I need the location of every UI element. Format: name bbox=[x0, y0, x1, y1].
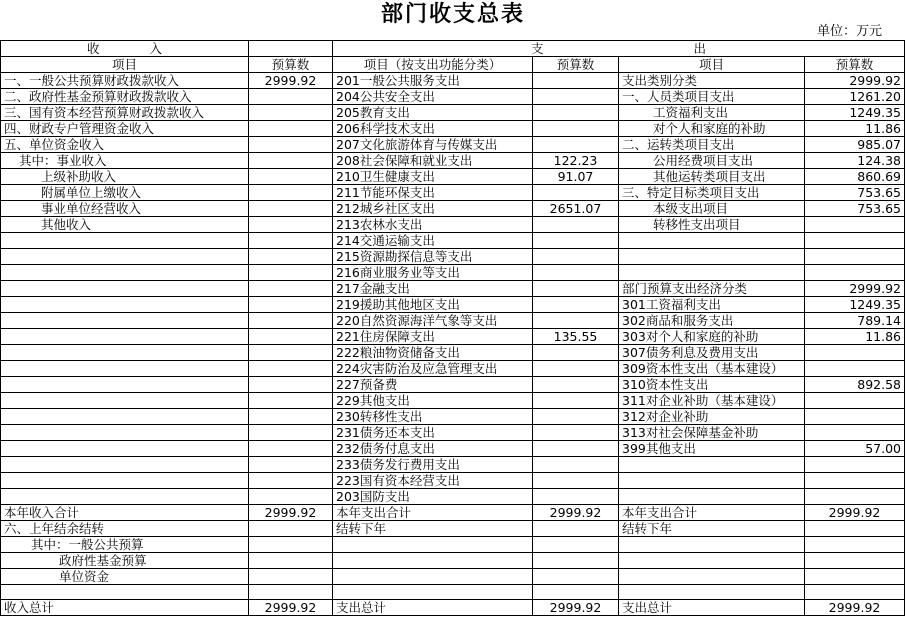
right-item: 支出类别分类 bbox=[619, 73, 805, 89]
table-row bbox=[1, 377, 905, 393]
spacer-row bbox=[1, 585, 905, 600]
func-item: 201一般公共服务支出 bbox=[333, 73, 533, 89]
func-value bbox=[533, 393, 619, 409]
func-item: 220自然资源海洋气象等支出 bbox=[333, 313, 533, 329]
income-value bbox=[249, 345, 333, 361]
func-value bbox=[533, 441, 619, 457]
income-item bbox=[1, 329, 249, 345]
right-item: 公用经费项目支出 bbox=[619, 153, 805, 169]
right-value: 789.14 bbox=[805, 313, 905, 329]
table-row bbox=[1, 297, 905, 313]
func-value bbox=[533, 297, 619, 313]
expense-total-label: 支出总计 bbox=[333, 600, 533, 616]
right-item: 307债务利息及费用支出 bbox=[619, 345, 805, 361]
func-item: 223国有资本经营支出 bbox=[333, 473, 533, 489]
income-value bbox=[249, 217, 333, 233]
income-value bbox=[249, 89, 333, 105]
table-row bbox=[1, 169, 905, 185]
unit-label: 单位：万元 bbox=[816, 24, 882, 39]
func-value bbox=[533, 121, 619, 137]
right-value: 892.58 bbox=[805, 377, 905, 393]
right-value: 2999.92 bbox=[805, 281, 905, 297]
right-item: 399其他支出 bbox=[619, 441, 805, 457]
right-value: 1249.35 bbox=[805, 105, 905, 121]
income-item bbox=[1, 313, 249, 329]
income-item: 三、国有资本经营预算财政拨款收入 bbox=[1, 105, 249, 121]
right-value: 2999.92 bbox=[805, 73, 905, 89]
right-item: 其他运转类项目支出 bbox=[619, 169, 805, 185]
carry-in-label: 六、上年结余结转 bbox=[1, 521, 249, 537]
budget-table bbox=[0, 40, 905, 616]
right-item: 303对个人和家庭的补助 bbox=[619, 329, 805, 345]
func-item: 214交通运输支出 bbox=[333, 233, 533, 249]
func-item: 222粮油物资储备支出 bbox=[333, 345, 533, 361]
table-row bbox=[1, 313, 905, 329]
income-item: 上级补助收入 bbox=[1, 169, 249, 185]
right-value: 985.07 bbox=[805, 137, 905, 153]
grand-total-row bbox=[1, 600, 905, 616]
right-item: 309资本性支出（基本建设） bbox=[619, 361, 805, 377]
func-value: 122.23 bbox=[533, 153, 619, 169]
income-item: 一、一般公共预算财政拨款收入 bbox=[1, 73, 249, 89]
table-row bbox=[1, 121, 905, 137]
func-item: 205教育支出 bbox=[333, 105, 533, 121]
income-value bbox=[249, 105, 333, 121]
right-value: 1249.35 bbox=[805, 297, 905, 313]
right-item bbox=[619, 249, 805, 265]
carry-sub-row-1 bbox=[1, 537, 905, 553]
func-item: 221住房保障支出 bbox=[333, 329, 533, 345]
right-value: 11.86 bbox=[805, 329, 905, 345]
func-value: 135.55 bbox=[533, 329, 619, 345]
right-value bbox=[805, 425, 905, 441]
func-value bbox=[533, 217, 619, 233]
header-row-1 bbox=[1, 41, 905, 57]
func-value bbox=[533, 281, 619, 297]
func-value bbox=[533, 89, 619, 105]
func-value bbox=[533, 457, 619, 473]
income-item: 其中：事业收入 bbox=[1, 153, 249, 169]
income-value bbox=[249, 201, 333, 217]
income-item bbox=[1, 457, 249, 473]
table-row bbox=[1, 441, 905, 457]
income-value bbox=[249, 265, 333, 281]
right-item: 一、人员类项目支出 bbox=[619, 89, 805, 105]
func-item: 204公共安全支出 bbox=[333, 89, 533, 105]
func-item: 210卫生健康支出 bbox=[333, 169, 533, 185]
income-item bbox=[1, 249, 249, 265]
right-item: 工资福利支出 bbox=[619, 105, 805, 121]
income-value bbox=[249, 153, 333, 169]
income-value: 2999.92 bbox=[249, 73, 333, 89]
right-item: 313对社会保障基金补助 bbox=[619, 425, 805, 441]
income-value bbox=[249, 313, 333, 329]
func-item: 229其他支出 bbox=[333, 393, 533, 409]
carry-sub-unit: 单位资金 bbox=[1, 569, 249, 585]
right-item bbox=[619, 457, 805, 473]
table-row bbox=[1, 473, 905, 489]
func-item: 212城乡社区支出 bbox=[333, 201, 533, 217]
func-item: 227预备费 bbox=[333, 377, 533, 393]
func-value bbox=[533, 361, 619, 377]
right-item bbox=[619, 489, 805, 505]
income-item bbox=[1, 345, 249, 361]
year-income-label: 本年收入合计 bbox=[1, 505, 249, 521]
right-value: 124.38 bbox=[805, 153, 905, 169]
right-item: 部门预算支出经济分类 bbox=[619, 281, 805, 297]
income-item bbox=[1, 489, 249, 505]
income-item bbox=[1, 265, 249, 281]
right-value bbox=[805, 265, 905, 281]
right-value bbox=[805, 457, 905, 473]
func-item: 207文化旅游体育与传媒支出 bbox=[333, 137, 533, 153]
func-value bbox=[533, 473, 619, 489]
func-item: 219援助其他地区支出 bbox=[333, 297, 533, 313]
income-item bbox=[1, 409, 249, 425]
expense-total-label-2: 支出总计 bbox=[619, 600, 805, 616]
carry-sub-row-3 bbox=[1, 569, 905, 585]
func-value bbox=[533, 425, 619, 441]
right-item-header: 项目 bbox=[619, 57, 805, 73]
func-item: 217金融支出 bbox=[333, 281, 533, 297]
right-item bbox=[619, 473, 805, 489]
right-budget-header: 预算数 bbox=[805, 57, 905, 73]
right-value: 753.65 bbox=[805, 185, 905, 201]
table-row bbox=[1, 73, 905, 89]
income-value bbox=[249, 137, 333, 153]
income-value bbox=[249, 281, 333, 297]
func-item: 231债务还本支出 bbox=[333, 425, 533, 441]
income-value bbox=[249, 329, 333, 345]
income-value bbox=[249, 185, 333, 201]
func-item: 211节能环保支出 bbox=[333, 185, 533, 201]
right-value bbox=[805, 473, 905, 489]
func-value bbox=[533, 377, 619, 393]
right-value: 1261.20 bbox=[805, 89, 905, 105]
func-value: 91.07 bbox=[533, 169, 619, 185]
right-item: 310资本性支出 bbox=[619, 377, 805, 393]
func-item: 216商业服务业等支出 bbox=[333, 265, 533, 281]
right-item: 三、特定目标类项目支出 bbox=[619, 185, 805, 201]
right-item: 本级支出项目 bbox=[619, 201, 805, 217]
func-value bbox=[533, 313, 619, 329]
table-row bbox=[1, 457, 905, 473]
income-value bbox=[249, 457, 333, 473]
income-item: 二、政府性基金预算财政拨款收入 bbox=[1, 89, 249, 105]
income-value bbox=[249, 409, 333, 425]
right-value bbox=[805, 233, 905, 249]
right-item bbox=[619, 265, 805, 281]
year-expense-value-2: 2999.92 bbox=[805, 505, 905, 521]
func-budget-header: 预算数 bbox=[533, 57, 619, 73]
income-item: 其他收入 bbox=[1, 217, 249, 233]
func-item: 230转移性支出 bbox=[333, 409, 533, 425]
income-value bbox=[249, 393, 333, 409]
expense-total-value: 2999.92 bbox=[533, 600, 619, 616]
right-value bbox=[805, 489, 905, 505]
func-value: 2651.07 bbox=[533, 201, 619, 217]
right-item: 311对企业补助（基本建设） bbox=[619, 393, 805, 409]
income-item bbox=[1, 233, 249, 249]
income-item bbox=[1, 425, 249, 441]
right-item: 对个人和家庭的补助 bbox=[619, 121, 805, 137]
func-value bbox=[533, 249, 619, 265]
right-item: 301工资福利支出 bbox=[619, 297, 805, 313]
income-value bbox=[249, 233, 333, 249]
table-row bbox=[1, 425, 905, 441]
func-value bbox=[533, 489, 619, 505]
year-expense-label-2: 本年支出合计 bbox=[619, 505, 805, 521]
func-item: 224灾害防治及应急管理支出 bbox=[333, 361, 533, 377]
func-item: 213农林水支出 bbox=[333, 217, 533, 233]
income-value bbox=[249, 169, 333, 185]
func-item: 203国防支出 bbox=[333, 489, 533, 505]
carry-sub-fund: 政府性基金预算 bbox=[1, 553, 249, 569]
table-row bbox=[1, 265, 905, 281]
carry-row bbox=[1, 521, 905, 537]
table-row bbox=[1, 137, 905, 153]
income-header: 收 入 bbox=[1, 41, 249, 57]
income-item: 事业单位经营收入 bbox=[1, 201, 249, 217]
func-value bbox=[533, 409, 619, 425]
income-value bbox=[249, 425, 333, 441]
table-row bbox=[1, 489, 905, 505]
func-value bbox=[533, 233, 619, 249]
carry-sub-row-2 bbox=[1, 553, 905, 569]
right-value bbox=[805, 361, 905, 377]
table-row bbox=[1, 281, 905, 297]
year-income-value: 2999.92 bbox=[249, 505, 333, 521]
func-item: 233债务发行费用支出 bbox=[333, 457, 533, 473]
right-value: 753.65 bbox=[805, 201, 905, 217]
func-item: 215资源勘探信息等支出 bbox=[333, 249, 533, 265]
income-value bbox=[249, 377, 333, 393]
income-value bbox=[249, 297, 333, 313]
right-value bbox=[805, 393, 905, 409]
income-item: 四、财政专户管理资金收入 bbox=[1, 121, 249, 137]
income-item bbox=[1, 281, 249, 297]
carry-out-label-2: 结转下年 bbox=[619, 521, 805, 537]
table-row bbox=[1, 409, 905, 425]
right-item: 二、运转类项目支出 bbox=[619, 137, 805, 153]
func-value bbox=[533, 185, 619, 201]
right-value: 57.00 bbox=[805, 441, 905, 457]
income-item: 五、单位资金收入 bbox=[1, 137, 249, 153]
func-item: 206科学技术支出 bbox=[333, 121, 533, 137]
income-budget-header: 预算数 bbox=[249, 57, 333, 73]
income-item-header: 项目 bbox=[1, 57, 249, 73]
table-row bbox=[1, 233, 905, 249]
income-value bbox=[249, 489, 333, 505]
year-expense-label: 本年支出合计 bbox=[333, 505, 533, 521]
right-item: 302商品和服务支出 bbox=[619, 313, 805, 329]
right-item: 312对企业补助 bbox=[619, 409, 805, 425]
table-row bbox=[1, 249, 905, 265]
header-blank bbox=[249, 41, 333, 57]
income-total-label: 收入总计 bbox=[1, 600, 249, 616]
table-row bbox=[1, 345, 905, 361]
func-value bbox=[533, 73, 619, 89]
func-value bbox=[533, 137, 619, 153]
income-value bbox=[249, 249, 333, 265]
func-value bbox=[533, 345, 619, 361]
table-row bbox=[1, 153, 905, 169]
func-value bbox=[533, 105, 619, 121]
table-row bbox=[1, 185, 905, 201]
income-item bbox=[1, 297, 249, 313]
expense-total-value-2: 2999.92 bbox=[805, 600, 905, 616]
right-value bbox=[805, 249, 905, 265]
page-title: 部门收支总表 bbox=[380, 1, 525, 27]
func-value bbox=[533, 265, 619, 281]
table-row bbox=[1, 217, 905, 233]
income-value bbox=[249, 121, 333, 137]
income-item bbox=[1, 473, 249, 489]
carry-out-label: 结转下年 bbox=[333, 521, 533, 537]
func-item: 208社会保障和就业支出 bbox=[333, 153, 533, 169]
table-row bbox=[1, 361, 905, 377]
income-value bbox=[249, 361, 333, 377]
year-expense-value: 2999.92 bbox=[533, 505, 619, 521]
header-row-2 bbox=[1, 57, 905, 73]
table-row bbox=[1, 329, 905, 345]
table-row bbox=[1, 201, 905, 217]
table-row bbox=[1, 105, 905, 121]
table-row bbox=[1, 393, 905, 409]
income-value bbox=[249, 441, 333, 457]
right-value bbox=[805, 409, 905, 425]
right-value bbox=[805, 217, 905, 233]
func-item: 232债务付息支出 bbox=[333, 441, 533, 457]
income-item: 附属单位上缴收入 bbox=[1, 185, 249, 201]
right-value: 860.69 bbox=[805, 169, 905, 185]
income-value bbox=[249, 473, 333, 489]
expense-header: 支 出 bbox=[333, 41, 905, 57]
right-item: 转移性支出项目 bbox=[619, 217, 805, 233]
income-item bbox=[1, 377, 249, 393]
right-value: 11.86 bbox=[805, 121, 905, 137]
income-item bbox=[1, 441, 249, 457]
func-item-header: 项目（按支出功能分类） bbox=[333, 57, 533, 73]
right-item bbox=[619, 233, 805, 249]
table-row bbox=[1, 89, 905, 105]
year-total-row bbox=[1, 505, 905, 521]
carry-sub-general: 其中：一般公共预算 bbox=[1, 537, 249, 553]
right-value bbox=[805, 345, 905, 361]
income-item bbox=[1, 361, 249, 377]
income-item bbox=[1, 393, 249, 409]
income-total-value: 2999.92 bbox=[249, 600, 333, 616]
